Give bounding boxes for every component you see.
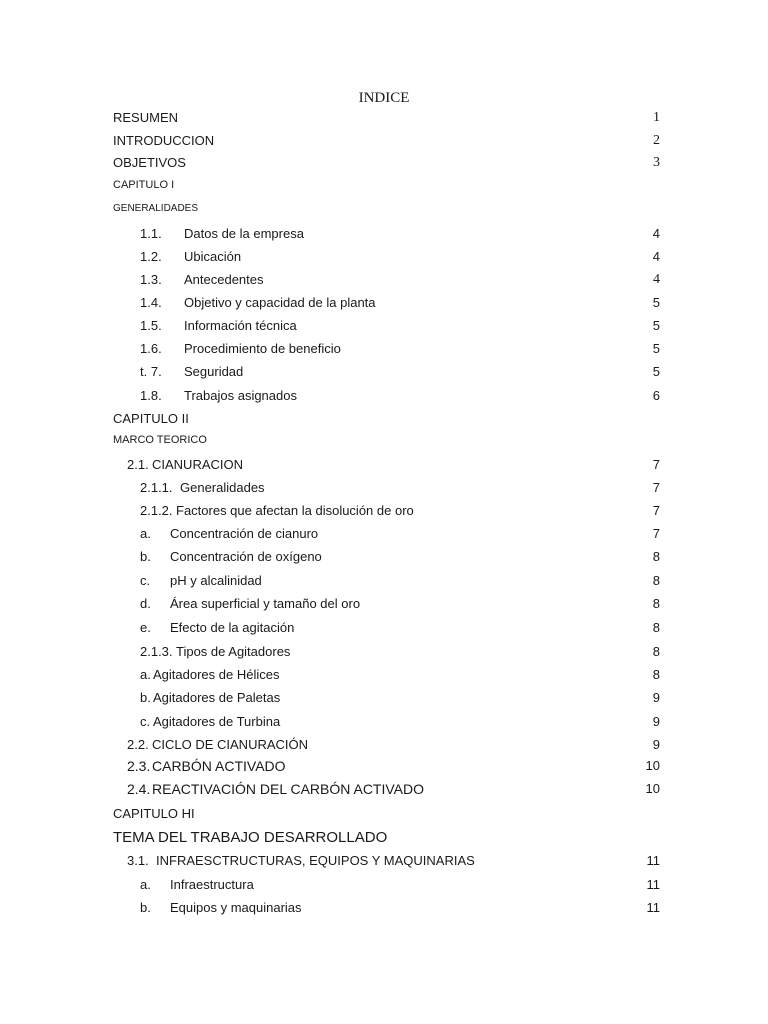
toc-entry-label: Ubicación — [184, 249, 242, 264]
toc-entry-number: 2.1.1. — [140, 480, 173, 495]
toc-entry-number: b. — [140, 690, 151, 705]
toc-entry-number: d. — [140, 596, 151, 611]
toc-entry-page: 9 — [652, 690, 660, 705]
toc-entry-number: 1.6. — [140, 341, 162, 356]
toc-entry — [0, 480, 768, 500]
toc-entry-page: 5 — [652, 364, 660, 379]
toc-entry — [0, 110, 768, 130]
toc-entry-label: Trabajos asignados — [184, 388, 297, 403]
toc-entry-label: CICLO DE CIANURACIÓN — [152, 737, 309, 752]
toc-entry-label: CIANURACION — [152, 457, 244, 472]
toc-entry-number: 1.1. — [140, 226, 162, 241]
toc-entry-label: CAPITULO HI — [113, 806, 195, 821]
toc-entry-label: TEMA DEL TRABAJO DESARROLLADO — [113, 829, 388, 846]
toc-entry-number: c. — [140, 714, 151, 729]
toc-entry-page: 6 — [652, 388, 660, 403]
toc-entry-number: a. — [140, 526, 151, 541]
toc-entry-number: 3.1. — [127, 853, 149, 868]
toc-entry-number: a. — [140, 877, 151, 892]
toc-entry — [0, 737, 768, 757]
toc-entry-label: Objetivo y capacidad de la planta — [184, 295, 376, 310]
toc-entry-page: 3 — [653, 155, 660, 170]
toc-entry-label: Información técnica — [184, 318, 297, 333]
toc-entry-page: 8 — [652, 596, 660, 611]
toc-entry — [0, 690, 768, 710]
toc-entry-page: 7 — [652, 503, 660, 518]
toc-entry-number: 2.3. — [127, 758, 151, 774]
toc-entry-page: 9 — [652, 737, 660, 752]
toc-entry — [0, 411, 768, 431]
toc-entry-number: 1.4. — [140, 295, 162, 310]
toc-entry — [0, 226, 768, 246]
toc-entry-label: Factores que afectan la disolución de oro — [176, 503, 414, 518]
toc-entry-label: Seguridad — [184, 364, 244, 379]
toc-entry-page: 4 — [652, 249, 660, 264]
toc-entry-number: 2.1.2. — [140, 503, 173, 518]
toc-entry — [0, 388, 768, 408]
toc-entry-number: a. — [140, 667, 151, 682]
toc-entry-number: 1.2. — [140, 249, 162, 264]
toc-entry — [0, 900, 768, 920]
toc-entry-label: MARCO TEORICO — [113, 434, 207, 446]
toc-entry-page: 2 — [653, 133, 660, 148]
toc-entry-label: Área superficial y tamaño del oro — [170, 596, 361, 611]
toc-entry-label: GENERALIDADES — [113, 203, 199, 214]
toc-entry-label: Procedimiento de beneficio — [184, 341, 341, 356]
toc-entry-label: RESUMEN — [113, 110, 179, 125]
toc-entry-page: 11 — [646, 900, 660, 915]
toc-entry-page: 10 — [645, 781, 660, 796]
toc-entry-number: b. — [140, 549, 151, 564]
toc-entry — [0, 573, 768, 593]
toc-entry-label: Agitadores de Turbina — [153, 714, 281, 729]
toc-entry-page: 8 — [652, 620, 660, 635]
toc-entry-label: Generalidades — [180, 480, 265, 495]
toc-entry-label: pH y alcalinidad — [170, 573, 262, 588]
toc-entry — [0, 549, 768, 569]
toc-entry-page: 5 — [652, 295, 660, 310]
toc-entry-page: 7 — [652, 526, 660, 541]
toc-entry-number: 1.8. — [140, 388, 162, 403]
toc-entry-page: 5 — [652, 318, 660, 333]
toc-entry — [0, 318, 768, 338]
toc-entry-label: Antecedentes — [184, 272, 264, 287]
toc-entry — [0, 457, 768, 477]
toc-entry — [0, 364, 768, 384]
toc-entry — [0, 596, 768, 616]
toc-entry — [0, 272, 768, 292]
toc-entry-label: Efecto de la agitación — [170, 620, 295, 635]
toc-entry — [0, 781, 768, 801]
toc-entry-page: 8 — [652, 644, 660, 659]
toc-entry-page: 1 — [653, 110, 660, 125]
toc-entry-label: OBJETIVOS — [113, 155, 186, 170]
toc-entry-label: Concentración de cianuro — [170, 526, 319, 541]
toc-entry-label: Concentración de oxígeno — [170, 549, 322, 564]
toc-entry-page: 5 — [652, 341, 660, 356]
toc-entry-number: c. — [140, 573, 151, 588]
toc-entry-label: CAPITULO I — [113, 179, 175, 191]
toc-entry-page: 4 — [652, 226, 660, 241]
toc-entry-number: t. 7. — [140, 364, 162, 379]
toc-entry-number: e. — [140, 620, 151, 635]
toc-entry-page: 11 — [646, 853, 660, 868]
toc-entry — [0, 667, 768, 687]
toc-entry — [0, 434, 768, 454]
toc-entry-page: 8 — [652, 667, 660, 682]
toc-entry-number: b. — [140, 900, 151, 915]
toc-entry-number: 2.1.3. — [140, 644, 173, 659]
toc-entry-number: 2.4. — [127, 781, 151, 797]
toc-entry-page: 4 — [653, 272, 660, 287]
toc-entry — [0, 714, 768, 734]
toc-entry-label: Datos de la empresa — [184, 226, 304, 241]
toc-entry — [0, 133, 768, 153]
toc-entry-label: INTRODUCCION — [113, 133, 215, 148]
toc-entry — [0, 503, 768, 523]
toc-entry-label: Agitadores de Hélices — [153, 667, 280, 682]
toc-entry-label: INFRAESCTRUCTURAS, EQUIPOS Y MAQUINARIAS — [156, 853, 475, 868]
toc-entry-page: 10 — [645, 758, 660, 773]
toc-entry-label: CAPITULO II — [113, 411, 189, 426]
toc-entry-page: 7 — [652, 480, 660, 495]
toc-entry-label: Equipos y maquinarias — [170, 900, 302, 915]
toc-entry — [0, 644, 768, 664]
toc-entry-label: Infraestructura — [170, 877, 254, 892]
toc-entry — [0, 203, 768, 223]
toc-entry-page: 9 — [652, 714, 660, 729]
toc-entry — [0, 829, 768, 849]
toc-entry-page: 8 — [652, 549, 660, 564]
toc-entry — [0, 620, 768, 640]
toc-entry-number: 2.2. — [127, 737, 149, 752]
toc-entry — [0, 758, 768, 778]
toc-entry — [0, 341, 768, 361]
toc-entry-page: 11 — [646, 877, 660, 892]
toc-entry-number: 1.3. — [140, 272, 162, 287]
toc-entry-page: 8 — [652, 573, 660, 588]
toc-entry-label: Agitadores de Paletas — [153, 690, 281, 705]
toc-entry — [0, 295, 768, 315]
page-title: INDICE — [358, 90, 410, 106]
toc-entry-page: 7 — [652, 457, 660, 472]
toc-entry — [0, 155, 768, 175]
toc-entry-label: REACTIVACIÓN DEL CARBÓN ACTIVADO — [152, 781, 425, 797]
toc-entry-number: 2.1. — [127, 457, 149, 472]
toc-entry — [0, 877, 768, 897]
toc-entry — [0, 853, 768, 873]
toc-entry-label: CARBÓN ACTIVADO — [152, 758, 286, 774]
toc-entry — [0, 806, 768, 826]
toc-entry-number: 1.5. — [140, 318, 162, 333]
toc-entry — [0, 179, 768, 199]
toc-entry — [0, 249, 768, 269]
toc-entry-label: Tipos de Agitadores — [176, 644, 291, 659]
toc-entry — [0, 526, 768, 546]
